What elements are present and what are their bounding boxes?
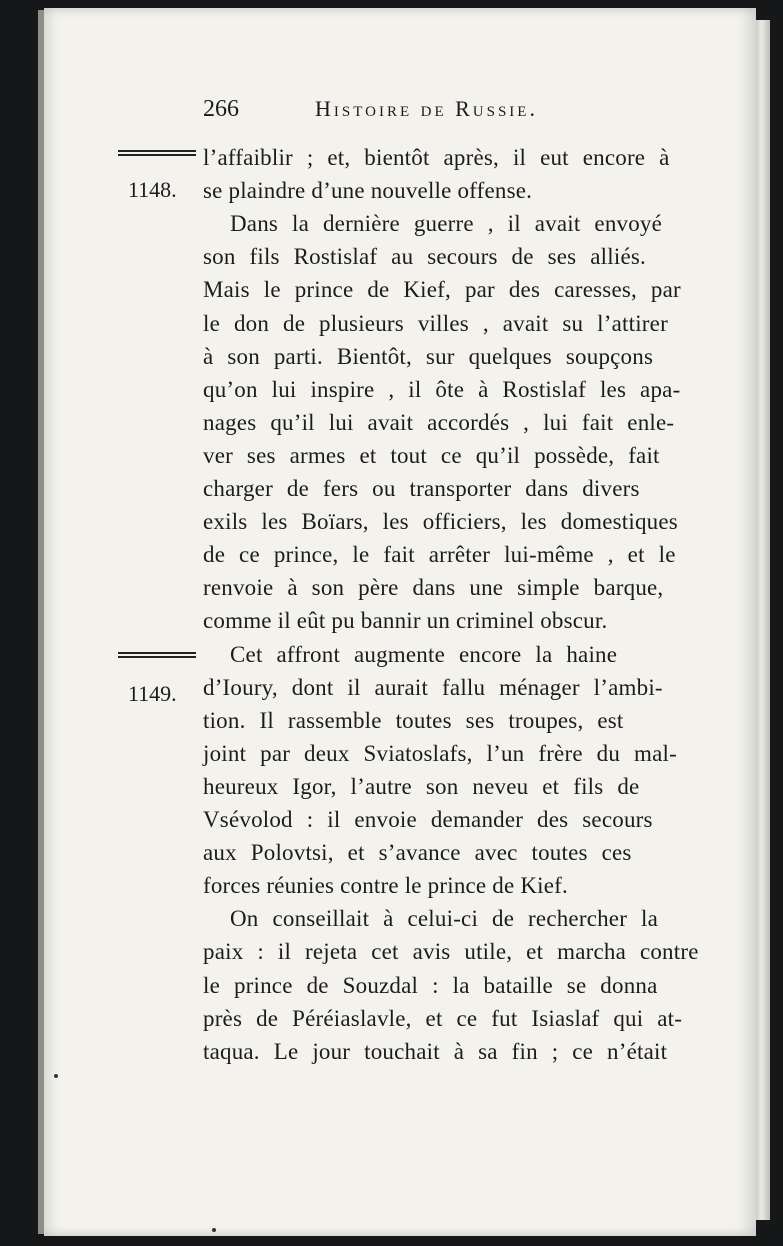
text-line: à son parti. Bientôt, sur quelques soupçons [203,343,654,369]
text-line: le don de plusieurs villes , avait su l’attirer [203,310,668,336]
text-line: tion. Il rassemble toutes ses troupes, est [203,707,624,733]
text-line: On conseillait à celui-ci de rechercher la [230,906,659,932]
page-edges [756,20,770,1220]
running-title: Histoire de Russie. [315,96,538,121]
text-line: renvoie à son père dans une simple barque, [203,575,664,601]
text-line: aux Polovtsi, et s’avance avec toutes ces [203,840,632,866]
text-line: près de Péréiaslavle, et ce fut Isiaslaf qui at- [203,1005,683,1031]
text-line: le prince de Souzdal : la bataille se donna [203,972,658,998]
ink-speck [212,1228,216,1232]
margin-rule [118,150,196,156]
text-line: ver ses armes et tout ce qu’il possède, fait [203,442,660,468]
text-line: taqua. Le jour touchait à sa fin ; ce n’était [203,1038,668,1064]
text-line: l’affaiblir ; et, bientôt après, il eut encore à [203,145,670,170]
running-header [203,96,703,126]
text-line: forces réunies contre le prince de Kief. [203,873,568,899]
text-line: heureux Igor, l’autre son neveu et fils de [203,773,640,799]
text-line: Vsévolod : il envoie demander des secours [203,807,653,832]
text-line: paix : il rejeta cet avis utile, et marcha contre [203,939,699,965]
text-line: de ce prince, le fait arrêter lui-même , et le [203,542,676,568]
margin-rule [118,652,196,658]
margin-year: 1148. [128,177,177,202]
text-line: charger de fers ou transporter dans divers [203,476,640,501]
text-line: nages qu’il lui avait accordés , lui fait enle- [203,409,675,435]
page-number: 266 [203,96,239,122]
text-line: Dans la dernière guerre , il avait envoyé [230,211,663,237]
text-line: exils les Boïars, les officiers, les domestiques [203,509,678,535]
ink-speck [54,1074,58,1078]
text-line: son fils Rostislaf au secours de ses alliés. [203,244,646,270]
text-line: joint par deux Sviatoslafs, l’un frère du mal- [203,740,677,766]
text-line: se plaindre d’une nouvelle offense. [203,178,533,204]
text-line: comme il eût pu bannir un criminel obscur. [203,608,608,634]
margin-year: 1149. [128,681,177,706]
text-line: Mais le prince de Kief, par des caresses, par [203,277,681,303]
text-line: qu’on lui inspire , il ôte à Rostislaf les apa- [203,376,681,402]
text-line: d’Ioury, dont il aurait fallu ménager l’ambi- [203,674,663,700]
text-line: Cet affront augmente encore la haine [230,641,618,667]
